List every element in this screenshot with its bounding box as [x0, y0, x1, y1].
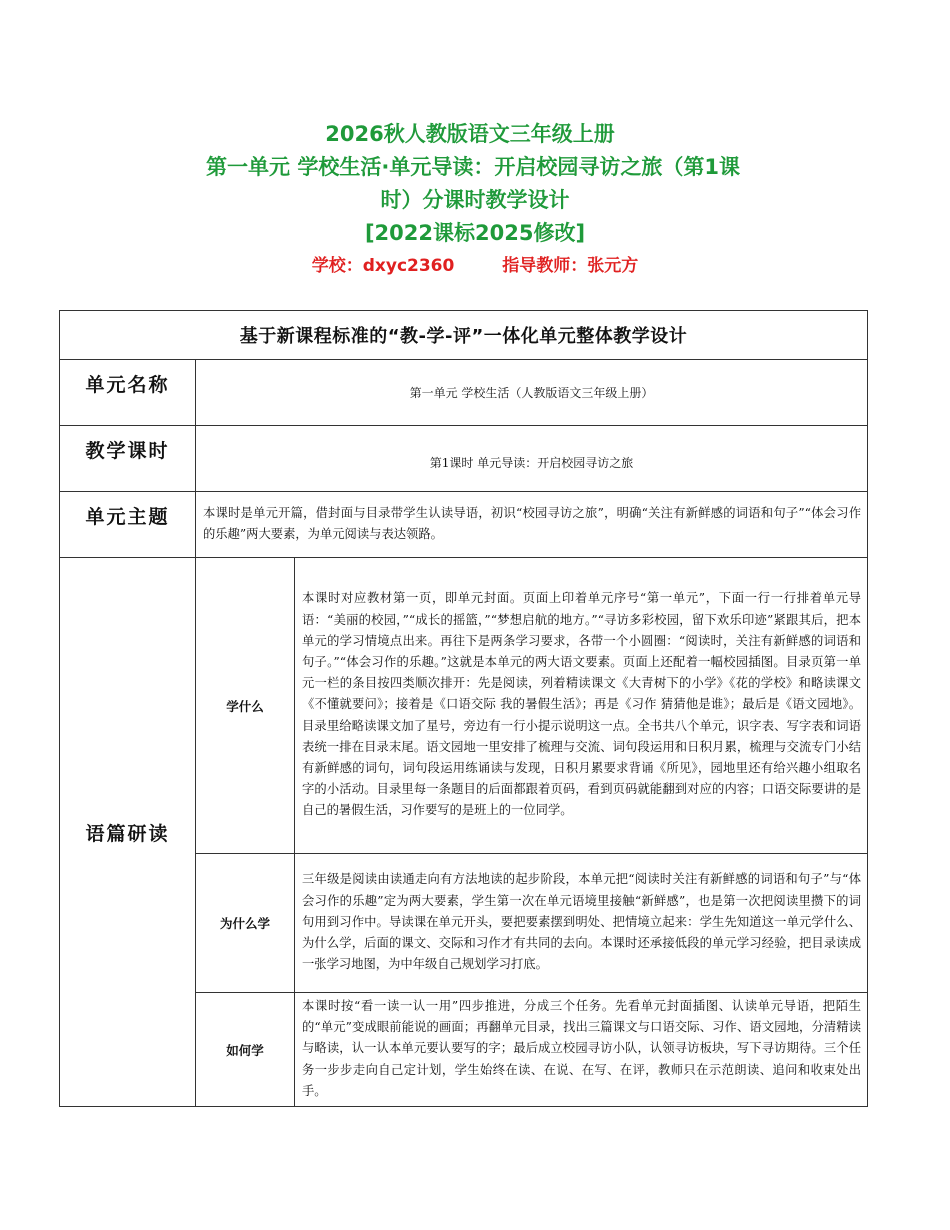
theme-value: 本课时是单元开篇，借封面与目录带学生认读导语，初识“校园寻访之旅”，明确“关注有新鲜感的词语和句子”“体会习作的乐趣”两大要素，为单元阅读与表达领路。 [196, 492, 868, 558]
document-title-line-2: 第一单元 学校生活·单元导读：开启校园寻访之旅（第1课 [206, 155, 740, 179]
study-text-why: 三年级是阅读由读通走向有方法地读的起步阶段，本单元把“阅读时关注有新鲜感的词语和句子”与“体会习作的乐趣”定为两大要素，学生第一次在单元语境里接触“新鲜感”，也是第一次把阅读里攒下的词句用到习作中。导读课在单元开头，要把要素摆到明处、把情境立起来：学生先知道这一单元学什么、为什么学，后面的课文、交际和习作才有共同的去向。本课时还承接低段的单元学习经验，把目录读成一张学习地图，为中年级自己规划学习打底。 [295, 854, 868, 993]
study-text-how: 本课时按“看一读一认一用”四步推进，分成三个任务。先看单元封面插图、认读单元导语，把陌生的“单元”变成眼前能说的画面；再翻单元目录，找出三篇课文与口语交际、习作、语文园地，分清精读与略读，认一认本单元要认要写的字；最后成立校园寻访小队，认领寻访板块，写下寻访期待。三个任务一步步走向自己定计划，学生始终在读、在说、在写、在评，教师只在示范朗读、追问和收束处出手。 [295, 993, 868, 1107]
study-sub-label-what: 学什么 [196, 558, 295, 854]
unit-name-row [60, 360, 868, 426]
theme-label: 单元主题 [60, 492, 196, 558]
table-header: 基于新课程标准的“教-学-评”一体化单元整体教学设计 [60, 311, 868, 360]
teacher-label: 指导教师：张元方 [502, 256, 639, 276]
theme-row [60, 492, 868, 558]
author-line [0, 252, 950, 280]
school-label: 学校：dxyc2360 [311, 256, 455, 276]
study-text-what: 本课时对应教材第一页，即单元封面。页面上印着单元序号“第一单元”，下面一行一行排着单元导语：“美丽的校园，”“成长的摇篮，”“梦想启航的地方。”“寻访多彩校园，留下欢乐印迹”紧跟其后，把本单元的学习情境点出来。再往下是两条学习要求，各带一个小圆圈：“阅读时，关注有新鲜感的词语和句子。”“体会习作的乐趣。”这就是本单元的两大语文要素。页面上还配着一幅校园插图。目录页第一单元一栏的条目按四类顺次排开：先是阅读，列着精读课文《大青树下的小学》《花的学校》和略读课文《不懂就要问》；接着是《口语交际 我的暑假生活》；再是《习作 猜猜他是谁》；最后是《语文园地》。目录里给略读课文加了星号，旁边有一行小提示说明这一点。全书共八个单元，识字表、写字表和词语表统一排在目录末尾。语文园地一里安排了梳理与交流、词句段运用和日积月累，梳理与交流专门小结有新鲜感的词句，词句段运用练诵读与发现，日积月累要求背诵《所见》，园地里还有给兴趣小组取名字的小活动。目录里每一条题目的后面都跟着页码，看到页码就能翻到对应的内容；口语交际要讲的是自己的暑假生活，习作要写的是班上的一位同学。 [295, 558, 868, 854]
period-row [60, 426, 868, 492]
document-title-line-1: 2026秋人教版语文三年级上册 [325, 122, 615, 146]
period-label: 教学课时 [60, 426, 196, 492]
unit-name-label: 单元名称 [60, 360, 196, 426]
document-title-line-3: 时）分课时教学设计 [380, 188, 570, 212]
document-title-line-4: [2022课标2025修改] [364, 221, 586, 245]
study-sub-label-how: 如何学 [196, 993, 295, 1107]
design-table [59, 310, 868, 1107]
study-row-what [60, 558, 868, 854]
period-value: 第1课时 单元导读：开启校园寻访之旅 [196, 426, 868, 492]
document-title-block [0, 118, 950, 280]
study-sub-label-why: 为什么学 [196, 854, 295, 993]
study-label: 语篇研读 [60, 558, 196, 1107]
unit-name-value: 第一单元 学校生活（人教版语文三年级上册） [196, 360, 868, 426]
